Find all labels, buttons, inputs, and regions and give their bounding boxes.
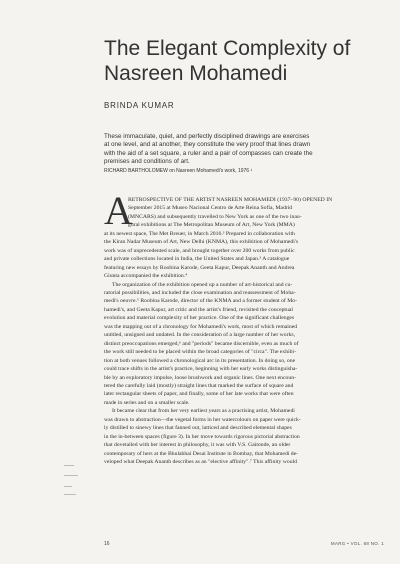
body-line: evolution and material complexity of her practice. One of the significant challenges — [104, 315, 295, 322]
body-line: in the in-between spaces (figure 3). In her move towards rigorous pictorial abstraction — [104, 433, 300, 440]
body-line: work was of unprecedented scale, and brought together over 200 works from public — [104, 247, 295, 254]
body-line: distinct preoccupations emerged,⁶ and "periods" became discernible, even as much of — [104, 340, 299, 347]
body-line: and private collections located in India, the United States and Japan.³ A catalogue — [104, 256, 290, 263]
running-footer: MARG • VOL. 68 NO. 1 — [330, 541, 384, 546]
epigraph-line: with the aid of a set square, a ruler and a pair of compasses can create the — [104, 149, 313, 157]
body-line: tion at both venues followed a chronological arc in its presentation. In doing so, one — [104, 357, 296, 364]
body-line: veloped what Deepak Ananth describes as an "elective affinity".⁷ This affinity would — [104, 459, 297, 466]
body-line: ble by an exploratory impulse, loose brushwork and organic lines. One next encoun- — [104, 374, 296, 381]
body-line: made in series and on a smaller scale. — [104, 399, 190, 406]
title-line-2: Nasreen Mohamedi — [104, 62, 288, 85]
epigraph — [104, 133, 380, 175]
body-line: featuring new essays by Roobina Karode, Geeta Kapur, Deepak Ananth and Andrea — [104, 264, 295, 271]
paragraph-1 — [104, 196, 380, 281]
epigraph-line: at one level, and at another, they constitute the very proof that lines drawn — [104, 141, 311, 149]
body-line: Giunta accompanied the exhibition.⁴ — [104, 273, 188, 280]
epigraph-credit: RICHARD BARTHOLOMEW on Nasreen Mohamedi's work, 1976 ¹ — [104, 167, 253, 174]
body-line: contemporary of hers at the Bhulabhai Desai Institute in Bombay, that Mohamedi de- — [104, 450, 299, 457]
margin-mark — [64, 486, 72, 487]
body-line: ly distilled to sinewy lines that fanned out, latticed and described elemental shapes — [104, 425, 292, 432]
body-line: was the mapping out of a chronology for Mohamedi's work, most of which remained — [104, 323, 298, 330]
body-line: (MNCARS) and subsequently travelled to New York as one of the two inau- — [128, 213, 302, 220]
body-line: that dovetailed with her interest in philosophy, it was with V.S. Gaitonde, an older — [104, 442, 291, 449]
title-line-1: The Elegant Complexity of — [104, 37, 351, 60]
body-line: ratorial possibilities, and included the close examination and reassessment of Moha- — [104, 289, 296, 296]
author-byline: BRINDA KUMAR — [104, 101, 175, 110]
body-line: gural exhibitions at The Metropolitan Museum of Art, New York (MMA) — [128, 222, 295, 229]
paragraph-3 — [104, 407, 380, 466]
body-line: could trace shifts in the artist's practice, beginning with her early works distinguisha- — [104, 366, 298, 373]
article-body — [104, 196, 380, 467]
body-line: later rectangular sheets of paper, and finally, some of her late works that were often — [104, 391, 294, 398]
body-line: tered the carefully laid (mostly) straight lines that marked the surface of square and — [104, 382, 294, 389]
body-line: untitled, unsigned and undated. In the consideration of a large number of her works, — [104, 332, 296, 339]
paragraph-2 — [104, 281, 380, 408]
margin-mark — [64, 475, 78, 476]
margin-mark — [64, 465, 74, 466]
body-line: at its newest space, The Met Breuer, in March 2016.² Prepared in collaboration with — [104, 230, 295, 237]
body-line: the work still needed to be placed within the broad categories of "circa". The exhibi- — [104, 349, 297, 356]
body-line: September 2015 at Museo Nacional Centro de Arte Reina Sofía, Madrid — [128, 205, 293, 212]
article-title — [104, 36, 384, 86]
page-number: 16 — [104, 541, 110, 547]
epigraph-line: premises and conditions of art. — [104, 158, 190, 166]
body-line: was drawn to abstraction—the vegetal forms in her watercolours on paper were quick- — [104, 416, 301, 423]
margin-mark — [64, 494, 76, 495]
body-line: hamedi's, and Geeta Kapur, art critic and the artist's friend, revisited the conceptual — [104, 306, 293, 313]
body-line: medi's oeuvre.⁵ Roobina Karode, director of the KNMA and a former student of Mo- — [104, 298, 298, 305]
body-line: RETROSPECTIVE OF THE ARTIST NASREEN MOHAMEDI (1937–90) OPENED IN — [128, 197, 333, 203]
epigraph-line: These immaculate, quiet, and perfectly disciplined drawings are exercises — [104, 133, 310, 140]
body-line: the Kiran Nadar Museum of Art, New Delhi (KNMA), this exhibition of Mohamedi's — [104, 239, 299, 246]
drop-cap: A — [104, 188, 133, 233]
body-line: It became clear that from her very earliest years as a practising artist, Mohamedi — [112, 408, 295, 415]
body-line: The organization of the exhibition opened up a number of art-historical and cu- — [112, 281, 293, 288]
